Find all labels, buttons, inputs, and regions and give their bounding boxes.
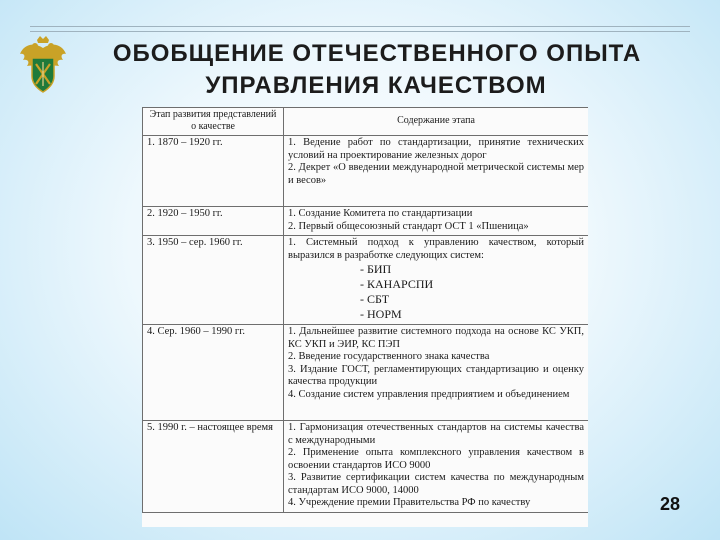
content-item: 2. Первый общесоюзный стандарт ОСТ 1 «Пшеница» <box>288 220 529 232</box>
content-cell <box>284 207 589 236</box>
content-item: 1. Гармонизация отечественных стандартов на системы качества с международными <box>288 422 584 446</box>
slide-title-line-1: ОБОБЩЕНИЕ ОТЕЧЕСТВЕННОГО ОПЫТА <box>112 40 642 67</box>
slide-title-line-2: УПРАВЛЕНИЯ КАЧЕСТВОМ <box>205 72 547 99</box>
content-item: 2. Декрет «О введении международной метрической системы мер и весов» <box>288 162 584 186</box>
quality-history-table <box>142 107 588 513</box>
table-row <box>143 325 589 421</box>
system-list-item: - КАНАРСПИ <box>360 277 434 291</box>
content-cell <box>284 236 589 325</box>
table-row <box>143 207 589 236</box>
quality-history-table-container <box>142 107 588 527</box>
content-item: 2. Введение государственного знака качества <box>288 351 490 362</box>
content-item: 1. Системный подход к управлению качеством, который выразился в разработке следующих систем: <box>288 237 584 261</box>
system-list-item: - БИП <box>360 262 392 276</box>
stage-cell: 4. Сер. 1960 – 1990 гг. <box>143 325 284 421</box>
content-cell <box>284 421 589 513</box>
content-cell <box>284 136 589 207</box>
content-item: 4. Учреждение премии Правительства РФ по качеству <box>288 497 531 508</box>
system-list-item: - СБТ <box>360 292 390 306</box>
content-item: 4. Создание систем управления предприятием и объединением <box>288 388 570 400</box>
table-row <box>143 421 589 513</box>
header-content: Содержание этапа <box>284 108 589 136</box>
slide-title <box>90 38 690 102</box>
content-item: 1. Ведение работ по стандартизации, принятие технических условий на проектирование железных дорог <box>288 137 584 161</box>
system-list-item: - НОРМ <box>360 307 402 321</box>
double-headed-eagle-emblem <box>18 34 68 96</box>
content-cell <box>284 325 589 421</box>
table-row <box>143 136 589 207</box>
top-divider-line-2 <box>30 31 690 32</box>
content-item: 3. Издание ГОСТ, регламентирующих стандартизацию и оценку качества продукции <box>288 363 584 387</box>
table-header-row <box>143 108 589 136</box>
content-item: 3. Развитие сертификации систем качества по международным стандартам ИСО 9000, 14000 <box>288 472 584 496</box>
header-stage: Этап развития представлений о качестве <box>143 108 284 136</box>
table-row <box>143 236 589 325</box>
content-item: 1. Создание Комитета по стандартизации <box>288 208 473 219</box>
stage-cell: 3. 1950 – сер. 1960 гг. <box>143 236 284 325</box>
content-item: 2. Применение опыта комплексного управления качеством в освоении стандартов ИСО 9000 <box>288 447 584 471</box>
stage-cell: 1. 1870 – 1920 гг. <box>143 136 284 207</box>
page-number: 28 <box>660 494 681 514</box>
content-item: 1. Дальнейшее развитие системного подхода на основе КС УКП, КС УКП и ЭИР, КС ПЭП <box>288 326 584 350</box>
stage-cell: 5. 1990 г. – настоящее время <box>143 421 284 513</box>
stage-cell: 2. 1920 – 1950 гг. <box>143 207 284 236</box>
top-divider-line <box>30 26 690 27</box>
